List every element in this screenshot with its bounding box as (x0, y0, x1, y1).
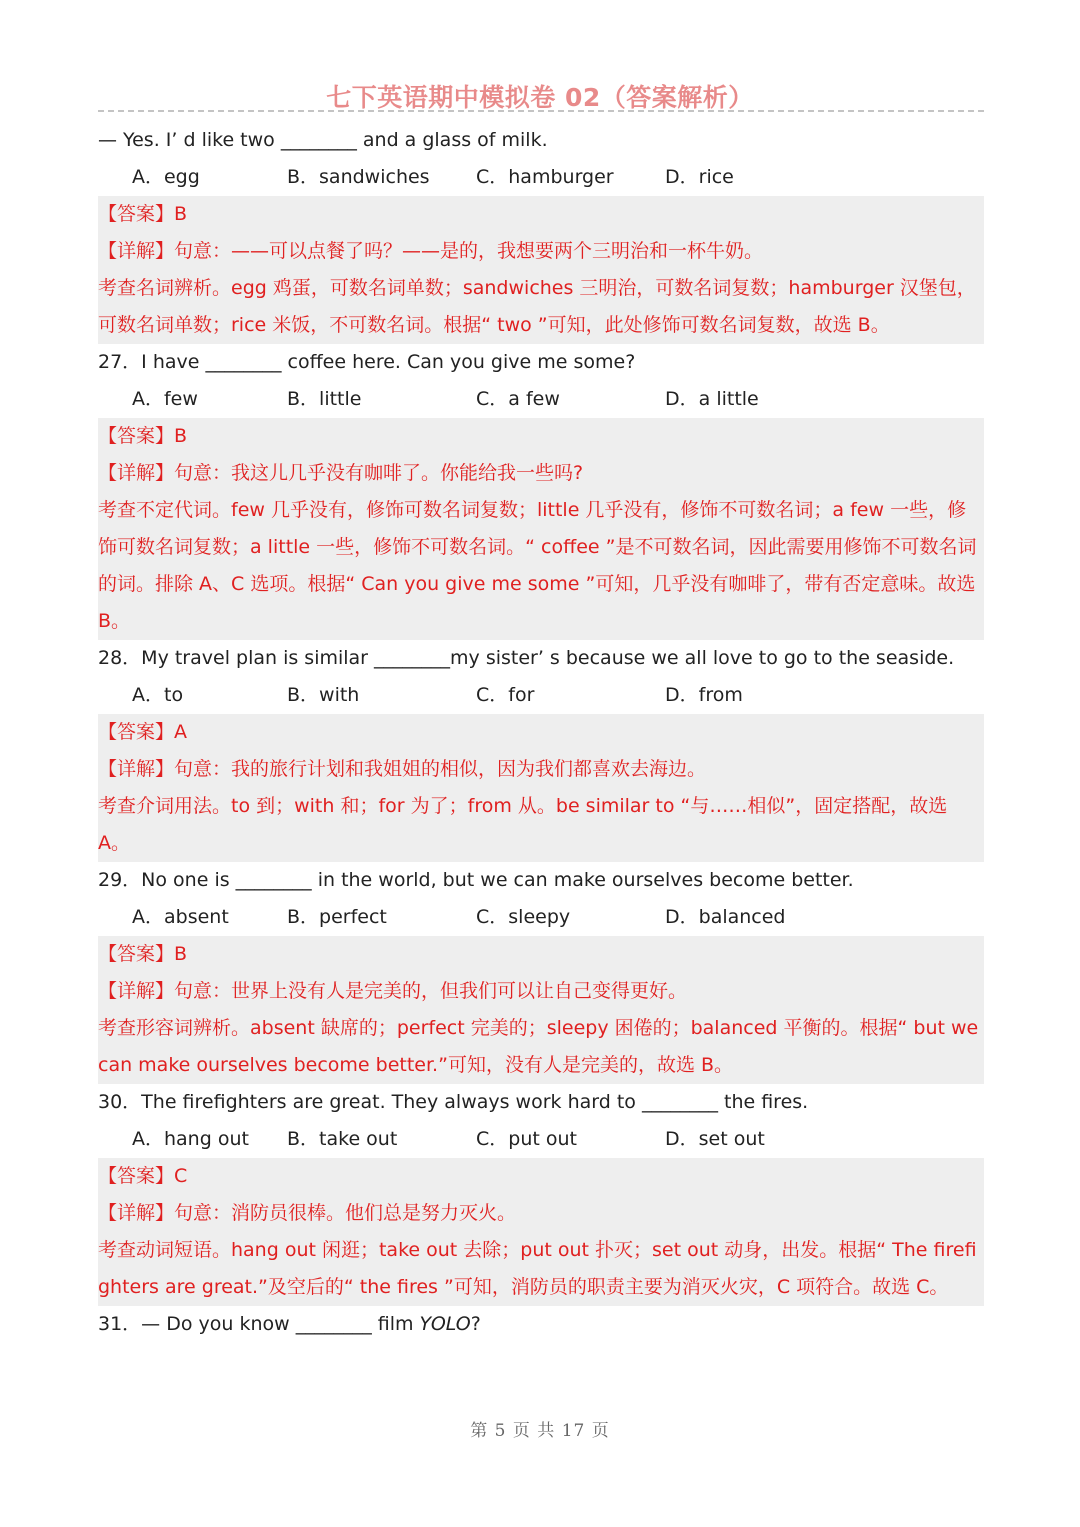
option-c: C．hamburger (476, 166, 614, 188)
option-a: A．few (132, 388, 198, 410)
option-c: C．for (476, 684, 535, 706)
question-text-26: — Yes. I’ d like two ________ and a glass of milk. (98, 129, 548, 151)
answer-explanation: 考查形容词辨析。absent 缺席的；perfect 完美的；sleepy 困倦的；balanced 平衡的。根据“ but we can make ourselves become better.”可知，没有人是完美的，故选 B。 (98, 1017, 979, 1076)
option-d: D．set out (665, 1128, 765, 1150)
option-a: A．to (132, 684, 184, 706)
answer-block-30 (98, 1158, 984, 1306)
options-26 (98, 159, 984, 196)
option-d: D．balanced (665, 906, 786, 928)
option-a: A．absent (132, 906, 229, 928)
page-number-footer: 第 5 页 共 17 页 (470, 1421, 610, 1441)
option-c: C．put out (476, 1128, 577, 1150)
answer-detail: 【详解】句意：我这儿几乎没有咖啡了。你能给我一些吗? (98, 462, 584, 484)
film-title: YOLO (419, 1313, 471, 1335)
question-text-30: 30．The firefighters are great. They always work hard to ________ the fires. (98, 1091, 809, 1113)
option-d: D．from (665, 684, 743, 706)
page-title: 七下英语期中模拟卷 02（答案解析） (326, 83, 754, 112)
option-a: A．egg (132, 166, 200, 188)
answer-detail: 【详解】句意：世界上没有人是完美的，但我们可以让自己变得更好。 (98, 980, 688, 1002)
question-text-28: 28．My travel plan is similar ________my sister’ s because we all love to go to the seaside. (98, 647, 955, 669)
answer-block-28 (98, 714, 984, 862)
question-suffix: ? (470, 1313, 481, 1335)
options-27 (98, 381, 984, 418)
answer-explanation: 考查不定代词。few 几乎没有，修饰可数名词复数；little 几乎没有，修饰不可数名词；a few 一些，修饰可数名词复数；a little 一些，修饰不可数名词。“ coffee ”是不可数名词，因此需要用修饰不可数名词的词。排除 A、C 选项。根据“ Can you give me some ”可知，几乎没有咖啡了，带有否定意味。故选 B。 (98, 499, 977, 632)
answer-block-26 (98, 196, 984, 344)
options-30 (98, 1121, 984, 1158)
answer-explanation: 考查名词辨析。egg 鸡蛋，可数名词单数；sandwiches 三明治，可数名词复数；hamburger 汉堡包，可数名词单数；rice 米饭，不可数名词。根据“ two ”可知，此处修饰可数名词复数，故选 B。 (98, 277, 976, 336)
question-text-27: 27．I have ________ coffee here. Can you give me some? (98, 351, 636, 373)
question-text-29: 29．No one is ________ in the world, but we can make ourselves become better. (98, 869, 854, 891)
answer-label: 【答案】B (98, 425, 188, 447)
option-b: B．take out (287, 1128, 398, 1150)
answer-detail: 【详解】句意：消防员很棒。他们总是努力灭火。 (98, 1202, 517, 1224)
option-b: B．little (287, 388, 362, 410)
answer-label: 【答案】B (98, 943, 188, 965)
option-c: C．a few (476, 388, 560, 410)
answer-explanation: 考查动词短语。hang out 闲逛；take out 去除；put out 扑灭；set out 动身，出发。根据“ The firefighters are great.”及空后的“ the fires ”可知，消防员的职责主要为消灭火灾，C 项符合。故选 C。 (98, 1239, 977, 1298)
title-divider (98, 110, 984, 112)
question-text-31 (98, 1306, 984, 1343)
option-b: B．with (287, 684, 360, 706)
question-prefix: 31．— Do you know ________ film (98, 1313, 420, 1335)
document-body (98, 122, 984, 1343)
option-d: D．a little (665, 388, 759, 410)
answer-detail: 【详解】句意：我的旅行计划和我姐姐的相似，因为我们都喜欢去海边。 (98, 758, 707, 780)
answer-label: 【答案】C (98, 1165, 188, 1187)
option-a: A．hang out (132, 1128, 249, 1150)
option-b: B．sandwiches (287, 166, 430, 188)
answer-detail: 【详解】句意：——可以点餐了吗？——是的，我想要两个三明治和一杯牛奶。 (98, 240, 764, 262)
answer-label: 【答案】B (98, 203, 188, 225)
options-29 (98, 899, 984, 936)
answer-label: 【答案】A (98, 721, 187, 743)
answer-block-29 (98, 936, 984, 1084)
option-d: D．rice (665, 166, 734, 188)
answer-block-27 (98, 418, 984, 640)
answer-explanation: 考查介词用法。to 到；with 和；for 为了；from 从。be similar to “与……相似”，固定搭配，故选 A。 (98, 795, 948, 854)
option-b: B．perfect (287, 906, 387, 928)
option-c: C．sleepy (476, 906, 571, 928)
options-28 (98, 677, 984, 714)
